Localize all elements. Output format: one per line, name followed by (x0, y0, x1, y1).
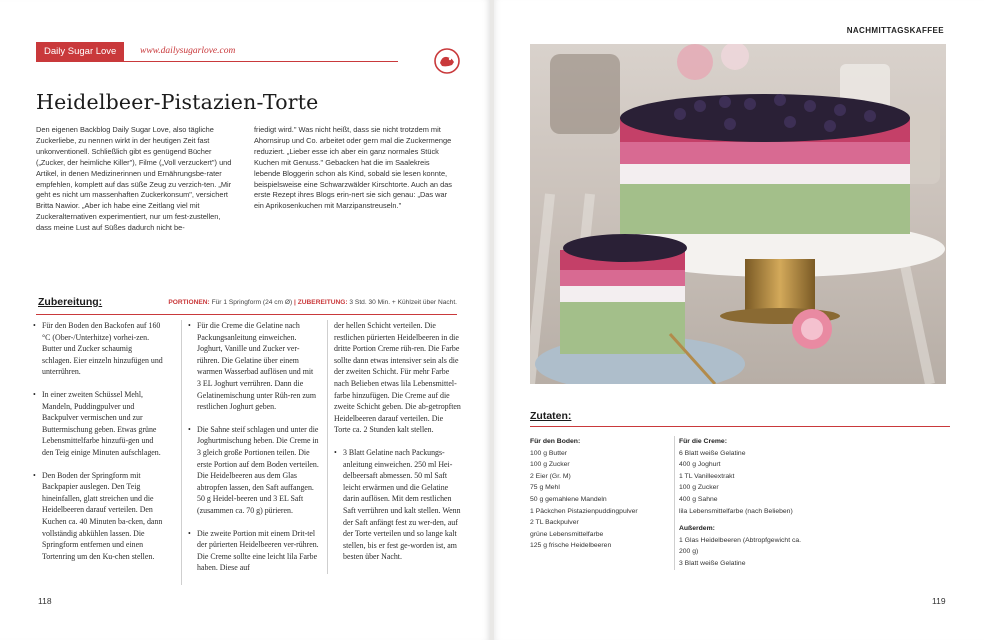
brand-bar (36, 42, 398, 62)
step-text: Für die Creme die Gelatine nach Packungsanleitung einweichen. Joghurt, Vanille und Zucker ver-rühren. Die Gelatine über einem warmen Wasserbad auflösen und mit 3 EL Joghurt verrühren. Dann die Gelatinemischung unter Rüh-ren zum restlichen Joghurt geben. (197, 321, 316, 412)
step-text: In einer zweiten Schüssel Mehl, Mandeln, Puddingpulver und Backpulver vermischen und zur Buttermischung geben. Etwas grüne Lebensmittelfarbe hinzufü-gen und den Teig einige Minuten aufschlagen. (42, 389, 161, 457)
step-item (334, 447, 461, 563)
ingredient-item: 400 g Joghurt (679, 461, 721, 469)
intro-text-col-2: friedigt wird." Was nicht heißt, dass sie nicht trotzdem mit Ahornsirup und Co. arbeitet oder gern mal die Zuckermenge reduziert. „Lieber esse ich aber ein ganz normales Stück Kuchen mit Genuss." Gebacken hat die im Saalekreis lebende Bloggerin schon als Kind, sobald sie lesen konnte, beispielsweise eine Schwarzwälder Kirschtorte. Auch an das erste Rezept ihres Blogs erin-nert sie sich genau: „Das war ein Aprikosenkuchen mit Marzipanstreuseln." (254, 125, 453, 211)
ingredient-item: 2 Eier (Gr. M) (530, 472, 571, 480)
brand-logo-icon (434, 48, 460, 74)
step-item (33, 470, 163, 563)
portion-info (168, 299, 457, 306)
time-value: 3 Std. 30 Min. + Kühlzeit über Nacht. (349, 299, 457, 306)
brand-url[interactable]: www.dailysugarlove.com (140, 46, 236, 56)
cake-photo (530, 44, 946, 384)
ingredient-item: 6 Blatt weiße Gelatine (679, 449, 746, 457)
zutaten-divider (530, 426, 950, 427)
steps-column-2 (181, 320, 319, 585)
bullet-icon: • (188, 528, 191, 538)
ingredient-item: 50 g gemahlene Mandeln (530, 495, 607, 503)
zubereitung-heading: Zubereitung: (38, 296, 103, 308)
step-item-continued (334, 320, 461, 436)
steps-column-1 (33, 320, 163, 573)
bullet-icon: • (33, 470, 36, 480)
portion-value: Für 1 Springform (24 cm Ø) (211, 299, 293, 306)
section-divider (36, 314, 457, 315)
right-page (494, 0, 984, 640)
ingredient-item: 400 g Sahne (679, 495, 718, 503)
ingredient-item: 75 g Mehl (530, 484, 560, 492)
recipe-title: Heidelbeer-Pistazien-Torte (36, 90, 319, 114)
ingredients-subheading: Außerdem: (679, 525, 715, 533)
bullet-icon: • (188, 424, 191, 434)
ingredient-item: 100 g Zucker (679, 484, 719, 492)
ingredient-item: 100 g Butter (530, 449, 568, 457)
ingredient-item: 100 g Zucker (530, 461, 570, 469)
step-text: der hellen Schicht verteilen. Die restlichen pürierten Heidelbeeren in die dritte Portion Creme rüh-ren. Die Farbe sollte dann etwas intensiver sein als die der zweiten Schicht. Für mehr Farbe nach Belieben etwas lila Lebensmittel-farbe hinzufügen. Die Creme auf die zweite Schicht geben. Die ab-getropften Heidelbeeren darauf verteilen. Die Torte ca. 2 Stunden kalt stellen. (334, 321, 461, 435)
bullet-icon: • (188, 321, 191, 330)
ingredient-item: 125 g frische Heidelbeeren (530, 542, 612, 550)
brand-badge: Daily Sugar Love (36, 42, 124, 61)
cake-photo-icon (530, 44, 946, 384)
step-text: Die Sahne steif schlagen und unter die Joghurtmischung heben. Die Creme in 3 gleich große Portionen teilen. Die erste Portion auf dem Boden verteilen. Die Heidelbeeren aus dem Glas abtropfen lassen, den Saft auffangen. 50 g Heidel-beeren und 3 EL Saft (zusammen ca. 70 g) pürieren. (197, 424, 319, 515)
ingredient-item: grüne Lebensmittelfarbe (530, 530, 604, 538)
bullet-icon: • (33, 321, 36, 330)
bullet-icon: • (33, 389, 36, 399)
step-text: Den Boden der Springform mit Backpapier auslegen. Den Teig hineinfallen, glatt streichen und die Heidelbeeren darauf verteilen. Den Kuchen ca. 40 Minuten ba-cken, dann vollständig abkühlen lassen. Die Springform entfernen und einen Tortenring um den Ku-chen stellen. (42, 470, 163, 561)
ingredient-item: lila Lebensmittelfarbe (nach Belieben) (679, 507, 793, 515)
ingredients-column-1 (530, 436, 660, 552)
ingredients-column-2 (674, 436, 804, 570)
zutaten-heading: Zutaten: (530, 410, 572, 422)
step-item (188, 320, 319, 413)
ingredient-item: 3 Blatt weiße Gelatine (679, 559, 746, 567)
step-item (188, 528, 319, 574)
page-number-left: 118 (38, 596, 52, 606)
bullet-icon: • (334, 447, 337, 457)
step-text: 3 Blatt Gelatine nach Packungs-anleitung einweichen. 250 ml Hei-delbeersaft abmessen. 50 ml Saft leicht erwärmen und die Gelatine darin auflösen. Mit dem restlichen Saft verrühren und kalt stellen. Wenn der Saft anfängt fest zu wer-den, auf der Torte verteilen und so lange kalt stellen, bis er fest ge-worden ist, am besten über Nacht. (343, 447, 461, 562)
step-text: Die zweite Portion mit einem Drit-tel der pürierten Heidelbeeren ver-rühren. Die Creme sollte eine leicht lila Farbe haben. Diese auf (197, 528, 319, 573)
ingredient-item: 1 TL Vanilleextrakt (679, 472, 735, 480)
step-item (33, 320, 163, 378)
time-label: ZUBEREITUNG: (297, 299, 348, 306)
ingredients-subheading: Für die Creme: (679, 438, 727, 445)
ingredient-item: 1 Päckchen Pistazienpuddingpulver (530, 507, 638, 515)
step-item (188, 424, 319, 517)
intro-text-col-1: Den eigenen Backblog Daily Sugar Love, also tägliche Zuckerliebe, zu nennen wirkt in der heutigen Zeit fast unkonventionell. Schließlich gibt es genügend Bücher („Zucker, der heimliche Killer"), Filme („Voll verzuckert") und Artikel, in denen Medizinerinnen und Ernährungsbe-rater empfehlen, komplett auf das süße Zeug zu verzich-ten. „Mir geht es nicht um massenhaften Zuckerkonsum", versichert Britta Nawior. „Aber ich habe eine Zeitlang viel mit Zuckeralternativen experimentiert, nur um fest-zustellen, dass meine Lust auf Süßes dadurch nicht be- (36, 125, 232, 233)
page-number-right: 119 (932, 596, 946, 606)
ingredient-item: 2 TL Backpulver (530, 519, 579, 527)
step-text: Für den Boden den Backofen auf 160 °C (Ober-/Unterhitze) vorhei-zen. Butter und Zucker schaumig schlagen. Eier einzeln hinzufügen und unterrühren. (42, 321, 163, 377)
steps-column-3 (327, 320, 461, 574)
ingredients-subheading: Für den Boden: (530, 438, 581, 445)
portion-label: PORTIONEN: (168, 299, 210, 306)
section-kicker: NACHMITTAGSKAFFEE (846, 26, 944, 35)
left-page (0, 0, 490, 640)
portion-separator: | (294, 299, 296, 306)
ingredient-item: 1 Glas Heidelbeeren (Abtropfgewicht ca. 200 g) (679, 536, 802, 556)
step-item (33, 389, 163, 459)
